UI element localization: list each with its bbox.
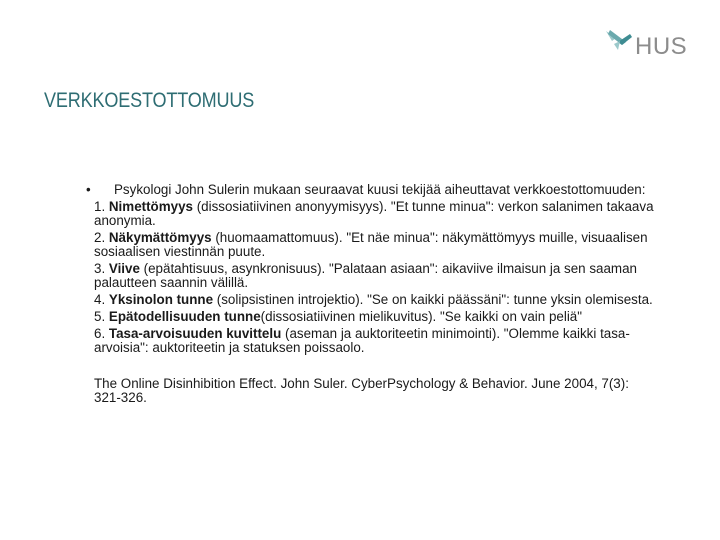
hus-cross-icon <box>604 28 634 54</box>
item-number: 3. <box>94 261 109 276</box>
bullet-icon: • <box>86 182 91 197</box>
list-item <box>94 262 654 290</box>
item-description: (epätahtisuus, asynkronisuus). "Palataan asiaan": aikaviive ilmaisun ja sen saaman palautteen saannin välillä. <box>94 261 637 290</box>
item-description: (huomaamattomuus). "Et näe minua": näkymättömyys muille, visuaalisen sosiaalisen viestinnän puute. <box>94 230 648 259</box>
item-term: Yksinolon tunne <box>108 292 214 307</box>
item-description: (solipsistinen introjektio). "Se on kaikki päässäni": tunne yksin olemisesta. <box>213 292 653 307</box>
item-description: (aseman ja auktoriteetin minimointi). "Olemme kaikki tasa-arvoisia": auktoriteetin ja statuksen poissaolo. <box>94 326 630 355</box>
item-term: Epätodellisuuden tunne <box>108 309 261 324</box>
list-item <box>94 310 654 324</box>
item-number: 5. <box>94 309 109 324</box>
item-term: Näkymättömyys <box>108 230 212 245</box>
item-description: (dissosiatiivinen anonyymisyys). "Et tunne minua": verkon salanimen takaava anonymia. <box>94 199 654 228</box>
item-number: 6. <box>94 326 109 341</box>
item-number: 4. <box>94 292 109 307</box>
list-item <box>94 200 654 228</box>
intro-paragraph <box>86 182 654 197</box>
item-term: Viive <box>108 261 140 276</box>
citation: The Online Disinhibition Effect. John Suler. CyberPsychology & Behavior. June 2004, 7(3): 321-326. <box>94 376 629 405</box>
item-number: 1. <box>94 199 109 214</box>
slide-body <box>86 182 654 405</box>
intro-text: Psykologi John Sulerin mukaan seuraavat kuusi tekijää aiheuttavat verkkoestottomuuden: <box>114 182 646 197</box>
logo-text: HUS <box>635 33 688 60</box>
item-description: (dissosiatiivinen mielikuvitus). "Se kaikki on vain peliä" <box>260 309 582 324</box>
item-number: 2. <box>94 230 109 245</box>
list-item <box>94 293 654 307</box>
item-term: Nimettömyys <box>108 199 193 214</box>
item-term: Tasa-arvoisuuden kuvittelu <box>108 326 282 341</box>
page-title: VERKKOESTOTTOMUUS <box>44 89 255 112</box>
list-item <box>94 327 654 355</box>
list-item <box>94 231 654 259</box>
hus-logo <box>604 24 690 64</box>
